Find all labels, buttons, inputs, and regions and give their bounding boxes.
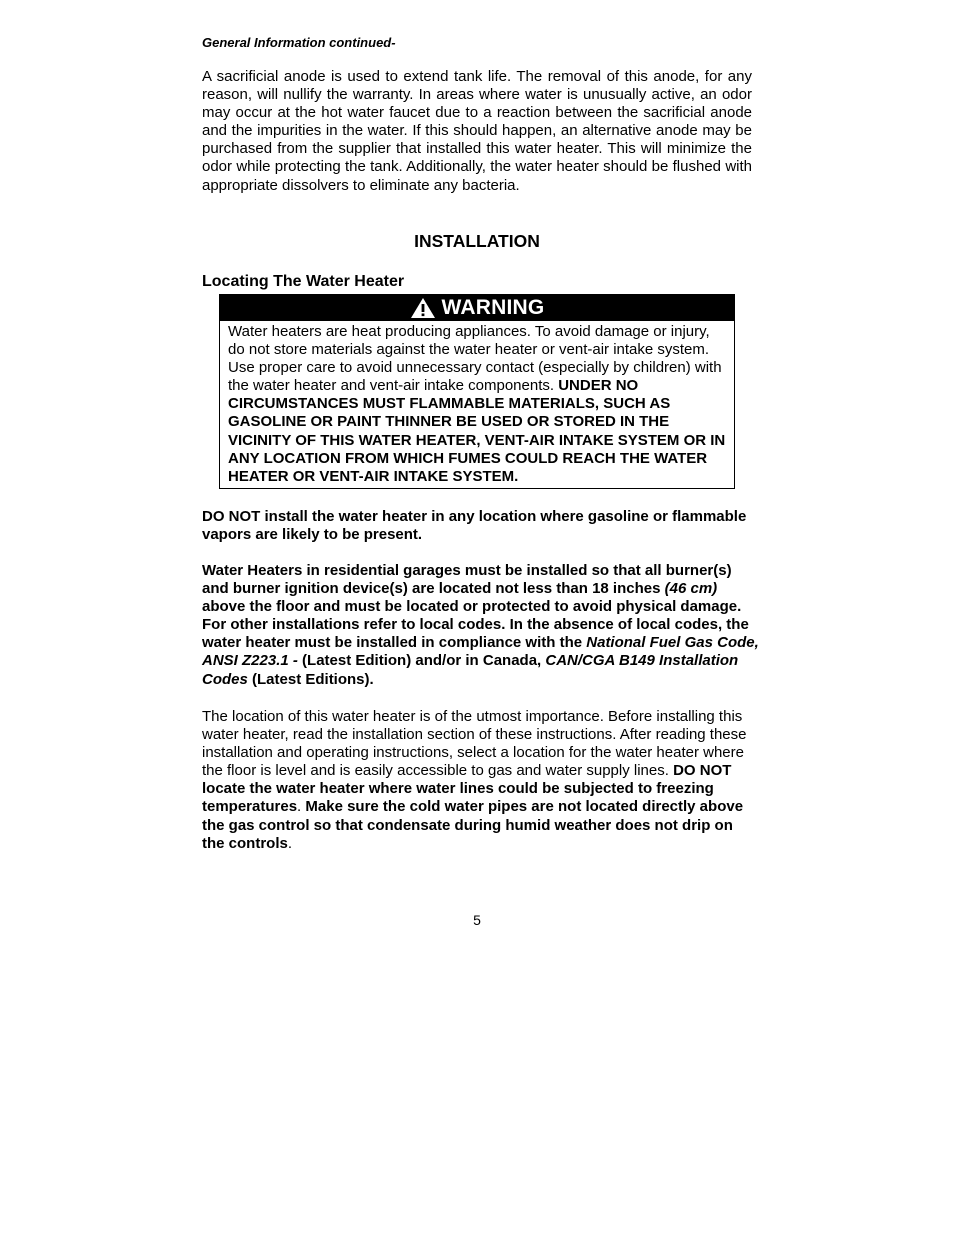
location-bold-2: Make sure the cold water pipes are not located directly above the gas control so that condensate during humid weather does not drip on the controls bbox=[202, 798, 744, 852]
location-text: The location of this water heater is of the utmost importance. Before installing this water heater, read the installation section of these instructions. After reading these installation and operating instructions, select a location for the water heater where the floor is level and is easily accessible to gas and water supply lines. bbox=[202, 708, 747, 780]
garage-code-2: CAN/CGA B149 Installation Codes bbox=[202, 652, 739, 688]
warning-triangle-icon bbox=[410, 297, 436, 319]
warning-body-normal: Water heaters are heat producing appliances. To avoid damage or injury, do not store materials against the water heater or vent-air intake system. Use proper care to avoid unnecessary contact (especially by children) with the water heater and vent-air intake components. bbox=[228, 323, 722, 395]
warning-box bbox=[219, 294, 735, 489]
location-sep: . bbox=[297, 798, 306, 816]
anode-paragraph: A sacrificial anode is used to extend tank life. The removal of this anode, for any reason, will nullify the warranty. In areas where water is unusually active, an odor may occur at the hot water faucet due to a reaction between the sacrificial anode and the impurities in the water. If this should happen, an alternative anode may be purchased from the supplier that installed this water heater. This will minimize the odor while protecting the tank. Additionally, the water heater should be flushed with appropriate dissolvers to eliminate any bacteria. bbox=[202, 68, 752, 194]
warning-title: WARNING bbox=[441, 296, 545, 319]
garage-code-1: National Fuel Gas Code, ANSI Z223.1 - bbox=[202, 634, 759, 670]
location-end: . bbox=[287, 834, 293, 852]
warning-body-bold: UNDER NO CIRCUMSTANCES MUST FLAMMABLE MATERIALS, SUCH AS GASOLINE OR PAINT THINNER BE USED OR STORED IN THE VICINITY OF THIS WATER HEATER, VENT-AIR INTAKE SYSTEM OR IN ANY LOCATION FROM WHICH FUMES COULD REACH THE WATER HEATER OR VENT-AIR INTAKE SYSTEM. bbox=[228, 377, 726, 485]
page-number: 5 bbox=[473, 912, 481, 928]
warning-body bbox=[220, 321, 734, 488]
warning-header bbox=[220, 295, 734, 321]
garage-text-4: (Latest Editions). bbox=[247, 670, 374, 688]
garage-paragraph bbox=[202, 562, 762, 689]
garage-text-2: above the floor and must be located or protected to avoid physical damage. For other installations refer to local codes. In the absence of local codes, the water heater must be installed in compliance with the bbox=[202, 598, 749, 652]
location-paragraph bbox=[202, 708, 752, 853]
location-bold-1: DO NOT locate the water heater where water lines could be subjected to freezing temperatures bbox=[202, 762, 732, 816]
garage-text-3: (Latest Edition) and/or in Canada, bbox=[297, 652, 546, 670]
section-heading: INSTALLATION bbox=[414, 231, 540, 251]
donot-paragraph: DO NOT install the water heater in any location where gasoline or flammable vapors are likely to be present. bbox=[202, 508, 747, 544]
running-head: General Information continued- bbox=[202, 35, 396, 50]
subheading: Locating The Water Heater bbox=[202, 273, 405, 290]
garage-text-1: Water Heaters in residential garages must be installed so that all burner(s) and burner ignition device(s) are located not less than 18 inches bbox=[202, 562, 732, 598]
garage-metric: (46 cm) bbox=[664, 580, 718, 598]
